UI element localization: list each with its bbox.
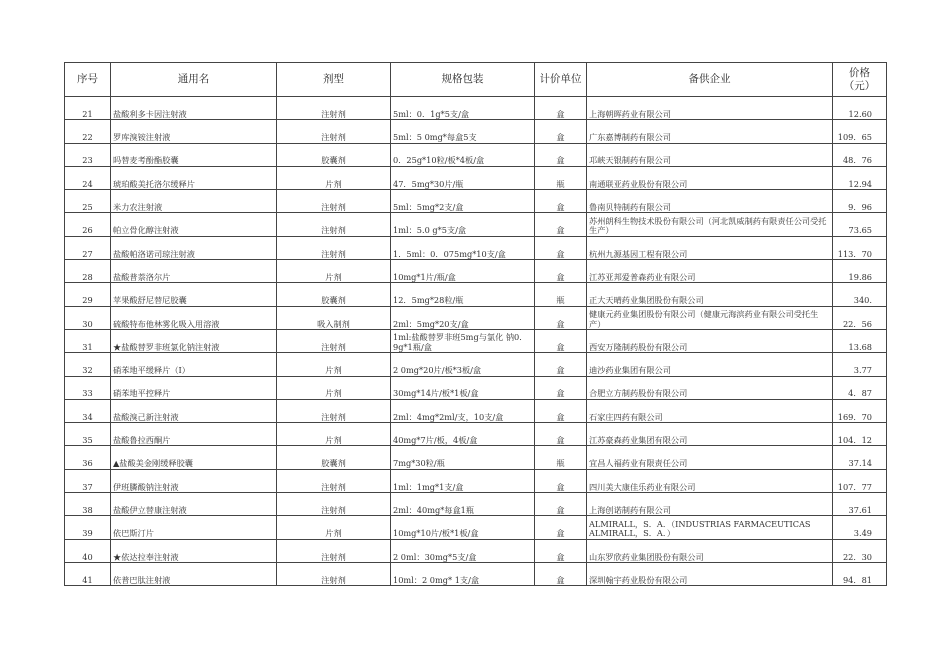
cell-price: 169．70: [833, 399, 887, 422]
cell-spec: 2ml：40mg*每盒1瓶: [391, 493, 535, 516]
cell-supplier: 上海创诺制药有限公司: [587, 493, 833, 516]
table-row: [65, 260, 887, 283]
cell-name: 琥珀酸美托洛尔缓释片: [111, 166, 277, 189]
cell-supplier: 广东嘉博制药有限公司: [587, 120, 833, 143]
cell-form: 片剂: [277, 260, 391, 283]
header-price-line2: （元）: [843, 79, 876, 92]
cell-spec: 2ml：5mg*20支/盒: [391, 306, 535, 329]
table-row: [65, 446, 887, 469]
cell-unit: 瓶: [535, 166, 587, 189]
cell-supplier: 健康元药业集团股份有限公司（健康元海滨药业有限公司受托生产）: [587, 306, 833, 329]
cell-supplier: 四川美大康佳乐药业有限公司: [587, 469, 833, 492]
cell-price: 13.68: [833, 329, 887, 352]
cell-form: 胶囊剂: [277, 143, 391, 166]
cell-unit: 盒: [535, 143, 587, 166]
cell-price: 113．70: [833, 236, 887, 259]
cell-price: 12.60: [833, 97, 887, 120]
cell-form: 注射剂: [277, 329, 391, 352]
cell-name: 硝苯地平缓释片（I）: [111, 353, 277, 376]
cell-unit: 盒: [535, 190, 587, 213]
cell-name: 苹果酸舒尼替尼胶囊: [111, 283, 277, 306]
cell-supplier: 江苏豪森药业集团有限公司: [587, 423, 833, 446]
header-price: [833, 63, 887, 97]
header-spec: 规格包装: [391, 63, 535, 97]
table-row: [65, 190, 887, 213]
cell-supplier: 邛峡天银制药有限公司: [587, 143, 833, 166]
header-row: [65, 63, 887, 97]
cell-form: 注射剂: [277, 97, 391, 120]
cell-index: 38: [65, 493, 111, 516]
cell-spec: 2ml：4mg*2ml/支，10支/盒: [391, 399, 535, 422]
cell-unit: 盒: [535, 306, 587, 329]
cell-name: 盐酸鲁拉西酮片: [111, 423, 277, 446]
cell-spec: 2 0mg*20片/板*3板/盒: [391, 353, 535, 376]
header-supplier: 备供企业: [587, 63, 833, 97]
cell-name: 依普巴肽注射液: [111, 562, 277, 585]
cell-spec: 10mg*10片/板*1板/盒: [391, 516, 535, 539]
cell-spec: 1ml：5.0 g*5支/盒: [391, 213, 535, 236]
cell-form: 胶囊剂: [277, 283, 391, 306]
cell-price: 3.77: [833, 353, 887, 376]
cell-name: 盐酸利多卡因注射液: [111, 97, 277, 120]
cell-name: ★依达拉奉注射液: [111, 539, 277, 562]
cell-spec: 47．5mg*30片/瓶: [391, 166, 535, 189]
table-row: [65, 423, 887, 446]
cell-name: 硝苯地平控释片: [111, 376, 277, 399]
cell-name: 盐酸溴己新注射液: [111, 399, 277, 422]
cell-spec: 7mg*30粒/瓶: [391, 446, 535, 469]
cell-index: 31: [65, 329, 111, 352]
cell-name: 盐酸普萘洛尔片: [111, 260, 277, 283]
cell-unit: 盒: [535, 423, 587, 446]
table-row: [65, 539, 887, 562]
cell-spec: 5ml：5 0mg*每盒5支: [391, 120, 535, 143]
cell-name: 盐酸伊立替康注射液: [111, 493, 277, 516]
cell-spec: 10mg*1片/瓶/盒: [391, 260, 535, 283]
cell-price: 48．76: [833, 143, 887, 166]
table-body: [65, 97, 887, 586]
table-row: [65, 236, 887, 259]
cell-index: 27: [65, 236, 111, 259]
cell-price: 9．96: [833, 190, 887, 213]
cell-unit: 盒: [535, 376, 587, 399]
cell-unit: 盒: [535, 516, 587, 539]
cell-unit: 瓶: [535, 446, 587, 469]
cell-spec: 5ml：0．1g*5支/盒: [391, 97, 535, 120]
cell-index: 35: [65, 423, 111, 446]
header-name: 通用名: [111, 63, 277, 97]
cell-index: 22: [65, 120, 111, 143]
table-row: [65, 166, 887, 189]
cell-spec: 12．5mg*28粒/瓶: [391, 283, 535, 306]
cell-index: 34: [65, 399, 111, 422]
cell-price: 4．87: [833, 376, 887, 399]
cell-name: ▲盐酸美金刚缓释胶囊: [111, 446, 277, 469]
cell-price: 94．81: [833, 562, 887, 585]
cell-form: 片剂: [277, 516, 391, 539]
cell-form: 注射剂: [277, 539, 391, 562]
cell-form: 注射剂: [277, 190, 391, 213]
cell-form: 注射剂: [277, 213, 391, 236]
cell-supplier: 江苏亚邦爱普森药业有限公司: [587, 260, 833, 283]
cell-form: 片剂: [277, 353, 391, 376]
cell-unit: 盒: [535, 493, 587, 516]
cell-spec: 40mg*7片/板，4板/盒: [391, 423, 535, 446]
cell-price: 12.94: [833, 166, 887, 189]
cell-unit: 盒: [535, 469, 587, 492]
cell-unit: 盒: [535, 539, 587, 562]
cell-supplier: 深圳翰宇药业股份有限公司: [587, 562, 833, 585]
cell-spec: 1ml：1mg*1支/盒: [391, 469, 535, 492]
cell-form: 片剂: [277, 166, 391, 189]
header-unit: 计价单位: [535, 63, 587, 97]
table-row: [65, 97, 887, 120]
table-row: [65, 283, 887, 306]
table-row: [65, 306, 887, 329]
cell-form: 胶囊剂: [277, 446, 391, 469]
cell-supplier: 宜昌人福药业有限责任公司: [587, 446, 833, 469]
cell-price: 22．56: [833, 306, 887, 329]
cell-spec: 0．25g*10粒/板*4板/盒: [391, 143, 535, 166]
cell-spec: 5ml：5mg*2支/盒: [391, 190, 535, 213]
cell-index: 30: [65, 306, 111, 329]
cell-price: 340.: [833, 283, 887, 306]
cell-supplier: ALMIRALL，S．A．（INDUSTRIAS FARMACEUTICAS ALMIRALL，S．A．）: [587, 516, 833, 539]
cell-form: 注射剂: [277, 120, 391, 143]
cell-form: 片剂: [277, 376, 391, 399]
cell-name: 帕立骨化醇注射液: [111, 213, 277, 236]
cell-index: 24: [65, 166, 111, 189]
table-row: [65, 213, 887, 236]
table-row: [65, 469, 887, 492]
cell-name: 吗替麦考酚酯胶囊: [111, 143, 277, 166]
table-row: [65, 562, 887, 585]
cell-supplier: 山东罗欣药业集团股份有限公司: [587, 539, 833, 562]
cell-supplier: 杭州九源基因工程有限公司: [587, 236, 833, 259]
cell-index: 41: [65, 562, 111, 585]
cell-unit: 盒: [535, 260, 587, 283]
cell-unit: 盒: [535, 329, 587, 352]
cell-unit: 盒: [535, 236, 587, 259]
cell-index: 29: [65, 283, 111, 306]
cell-unit: 盒: [535, 97, 587, 120]
cell-supplier: 上海朝晖药业有限公司: [587, 97, 833, 120]
cell-form: 注射剂: [277, 399, 391, 422]
cell-form: 注射剂: [277, 493, 391, 516]
cell-supplier: 石家庄四药有限公司: [587, 399, 833, 422]
cell-price: 73.65: [833, 213, 887, 236]
table-row: [65, 376, 887, 399]
cell-index: 33: [65, 376, 111, 399]
cell-index: 40: [65, 539, 111, 562]
table-row: [65, 399, 887, 422]
table-row: [65, 493, 887, 516]
table-row: [65, 329, 887, 352]
cell-index: 28: [65, 260, 111, 283]
cell-unit: 盒: [535, 399, 587, 422]
cell-supplier: 苏州朗科生物技术股份有限公司（河北凯威制药有限责任公司受托生产）: [587, 213, 833, 236]
cell-name: 依巴斯汀片: [111, 516, 277, 539]
cell-spec: 30mg*14片/板*1板/盒: [391, 376, 535, 399]
drug-price-table: [64, 62, 887, 586]
cell-unit: 瓶: [535, 283, 587, 306]
cell-spec: 1ml:盐酸替罗非班5mg与氯化 钠0．9g*1瓶/盒: [391, 329, 535, 352]
cell-index: 39: [65, 516, 111, 539]
table-row: [65, 143, 887, 166]
cell-form: 注射剂: [277, 562, 391, 585]
cell-unit: 盒: [535, 120, 587, 143]
cell-name: 罗库溴铵注射液: [111, 120, 277, 143]
cell-supplier: 南通联亚药业股份有限公司: [587, 166, 833, 189]
cell-supplier: 西安万隆制药股份有限公司: [587, 329, 833, 352]
table-row: [65, 353, 887, 376]
cell-index: 23: [65, 143, 111, 166]
header-index: 序号: [65, 63, 111, 97]
cell-form: 吸入制剂: [277, 306, 391, 329]
cell-name: 伊班膦酸钠注射液: [111, 469, 277, 492]
header-form: 剂型: [277, 63, 391, 97]
cell-price: 37.61: [833, 493, 887, 516]
cell-supplier: 正大天晴药业集团股份有限公司: [587, 283, 833, 306]
cell-spec: 1．5ml：0．075mg*10支/盒: [391, 236, 535, 259]
cell-index: 25: [65, 190, 111, 213]
header-price-line1: 价格: [849, 67, 870, 80]
cell-name: ★盐酸替罗非班氯化钠注射液: [111, 329, 277, 352]
cell-name: 米力农注射液: [111, 190, 277, 213]
cell-price: 19.86: [833, 260, 887, 283]
cell-index: 26: [65, 213, 111, 236]
cell-price: 109．65: [833, 120, 887, 143]
table-row: [65, 516, 887, 539]
cell-price: 22．30: [833, 539, 887, 562]
cell-price: 3.49: [833, 516, 887, 539]
cell-price: 104．12: [833, 423, 887, 446]
cell-supplier: 迪沙药业集团有限公司: [587, 353, 833, 376]
cell-index: 37: [65, 469, 111, 492]
cell-form: 注射剂: [277, 236, 391, 259]
table-row: [65, 120, 887, 143]
cell-form: 片剂: [277, 423, 391, 446]
cell-index: 36: [65, 446, 111, 469]
cell-index: 21: [65, 97, 111, 120]
cell-index: 32: [65, 353, 111, 376]
cell-name: 硫酸特布他林雾化吸入用溶液: [111, 306, 277, 329]
cell-spec: 10ml：2 0mg* 1支/盒: [391, 562, 535, 585]
cell-name: 盐酸帕洛诺司琼注射液: [111, 236, 277, 259]
cell-unit: 盒: [535, 213, 587, 236]
cell-unit: 盒: [535, 562, 587, 585]
cell-spec: 2 0ml：30mg*5支/盒: [391, 539, 535, 562]
cell-price: 107．77: [833, 469, 887, 492]
cell-supplier: 合肥立方制药股份有限公司: [587, 376, 833, 399]
cell-unit: 盒: [535, 353, 587, 376]
cell-price: 37.14: [833, 446, 887, 469]
cell-form: 注射剂: [277, 469, 391, 492]
cell-supplier: 鲁南贝特制药有限公司: [587, 190, 833, 213]
